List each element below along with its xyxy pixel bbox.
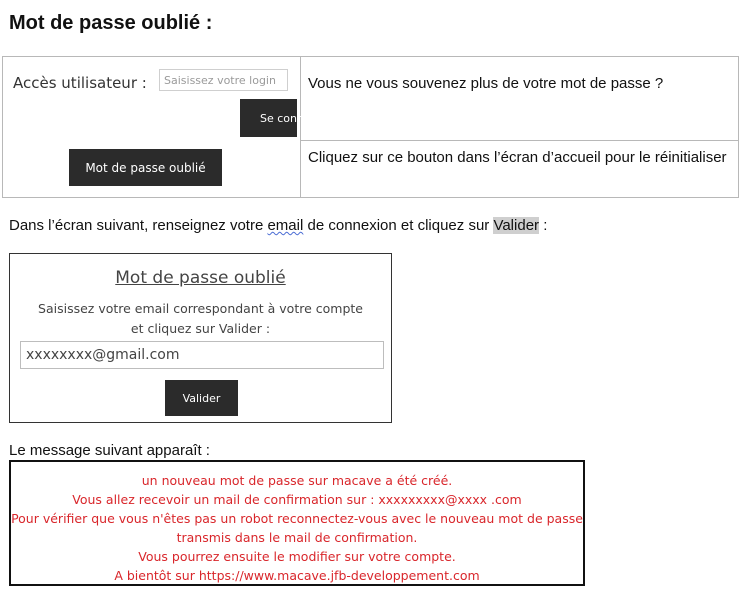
email-field[interactable] [20, 341, 384, 369]
dialog-instructions [10, 299, 391, 339]
dialog-title: Mot de passe oublié [115, 268, 286, 288]
message-lines [11, 471, 583, 585]
valider-button[interactable]: Valider [165, 380, 238, 416]
forgot-instruction-text: Cliquez sur ce bouton dans l’écran d’accueil pour le réinitialiser [308, 149, 727, 166]
message-intro: Le message suivant apparaît : [9, 442, 210, 459]
message-line: A bientôt sur https://www.macave.jfb-developpement.com [114, 568, 480, 583]
message-line: transmis dans le mail de confirmation. [176, 530, 418, 545]
message-line: Vous allez recevoir un mail de confirmation sur : xxxxxxxxx@xxxx .com [72, 492, 522, 507]
info-table [2, 56, 739, 198]
message-line: un nouveau mot de passe sur macave a été créé. [141, 473, 453, 488]
dialog-line-2: et cliquez sur Valider : [130, 321, 271, 336]
user-access-label: Accès utilisateur : [13, 74, 147, 92]
table-divider-horizontal [300, 140, 738, 141]
forgot-password-button[interactable]: Mot de passe oublié [69, 149, 222, 186]
connect-button[interactable]: Se connecter [240, 99, 297, 137]
page-title: Mot de passe oublié : [9, 12, 213, 34]
dialog-line-1: Saisissez votre email correspondant à votre compte [38, 301, 363, 316]
instruction-part1: Dans l’écran suivant, renseignez votre [9, 217, 268, 234]
table-divider-vertical [300, 57, 301, 197]
instruction-paragraph [9, 217, 547, 234]
message-line: Pour vérifier que vous n'êtes pas un robot reconnectez-vous avec le nouveau mot de passe [11, 511, 583, 526]
instruction-part3: : [539, 217, 548, 234]
instruction-part2: de connexion et cliquez sur [303, 217, 494, 234]
forgot-question-text: Vous ne vous souvenez plus de votre mot de passe ? [308, 75, 664, 92]
valider-word: Valider [493, 217, 540, 234]
confirmation-message-box [9, 460, 585, 586]
email-word: email [267, 217, 304, 234]
forgot-password-dialog [9, 253, 392, 423]
message-line: Vous pourrez ensuite le modifier sur votre compte. [138, 549, 456, 564]
login-input[interactable] [159, 69, 288, 91]
